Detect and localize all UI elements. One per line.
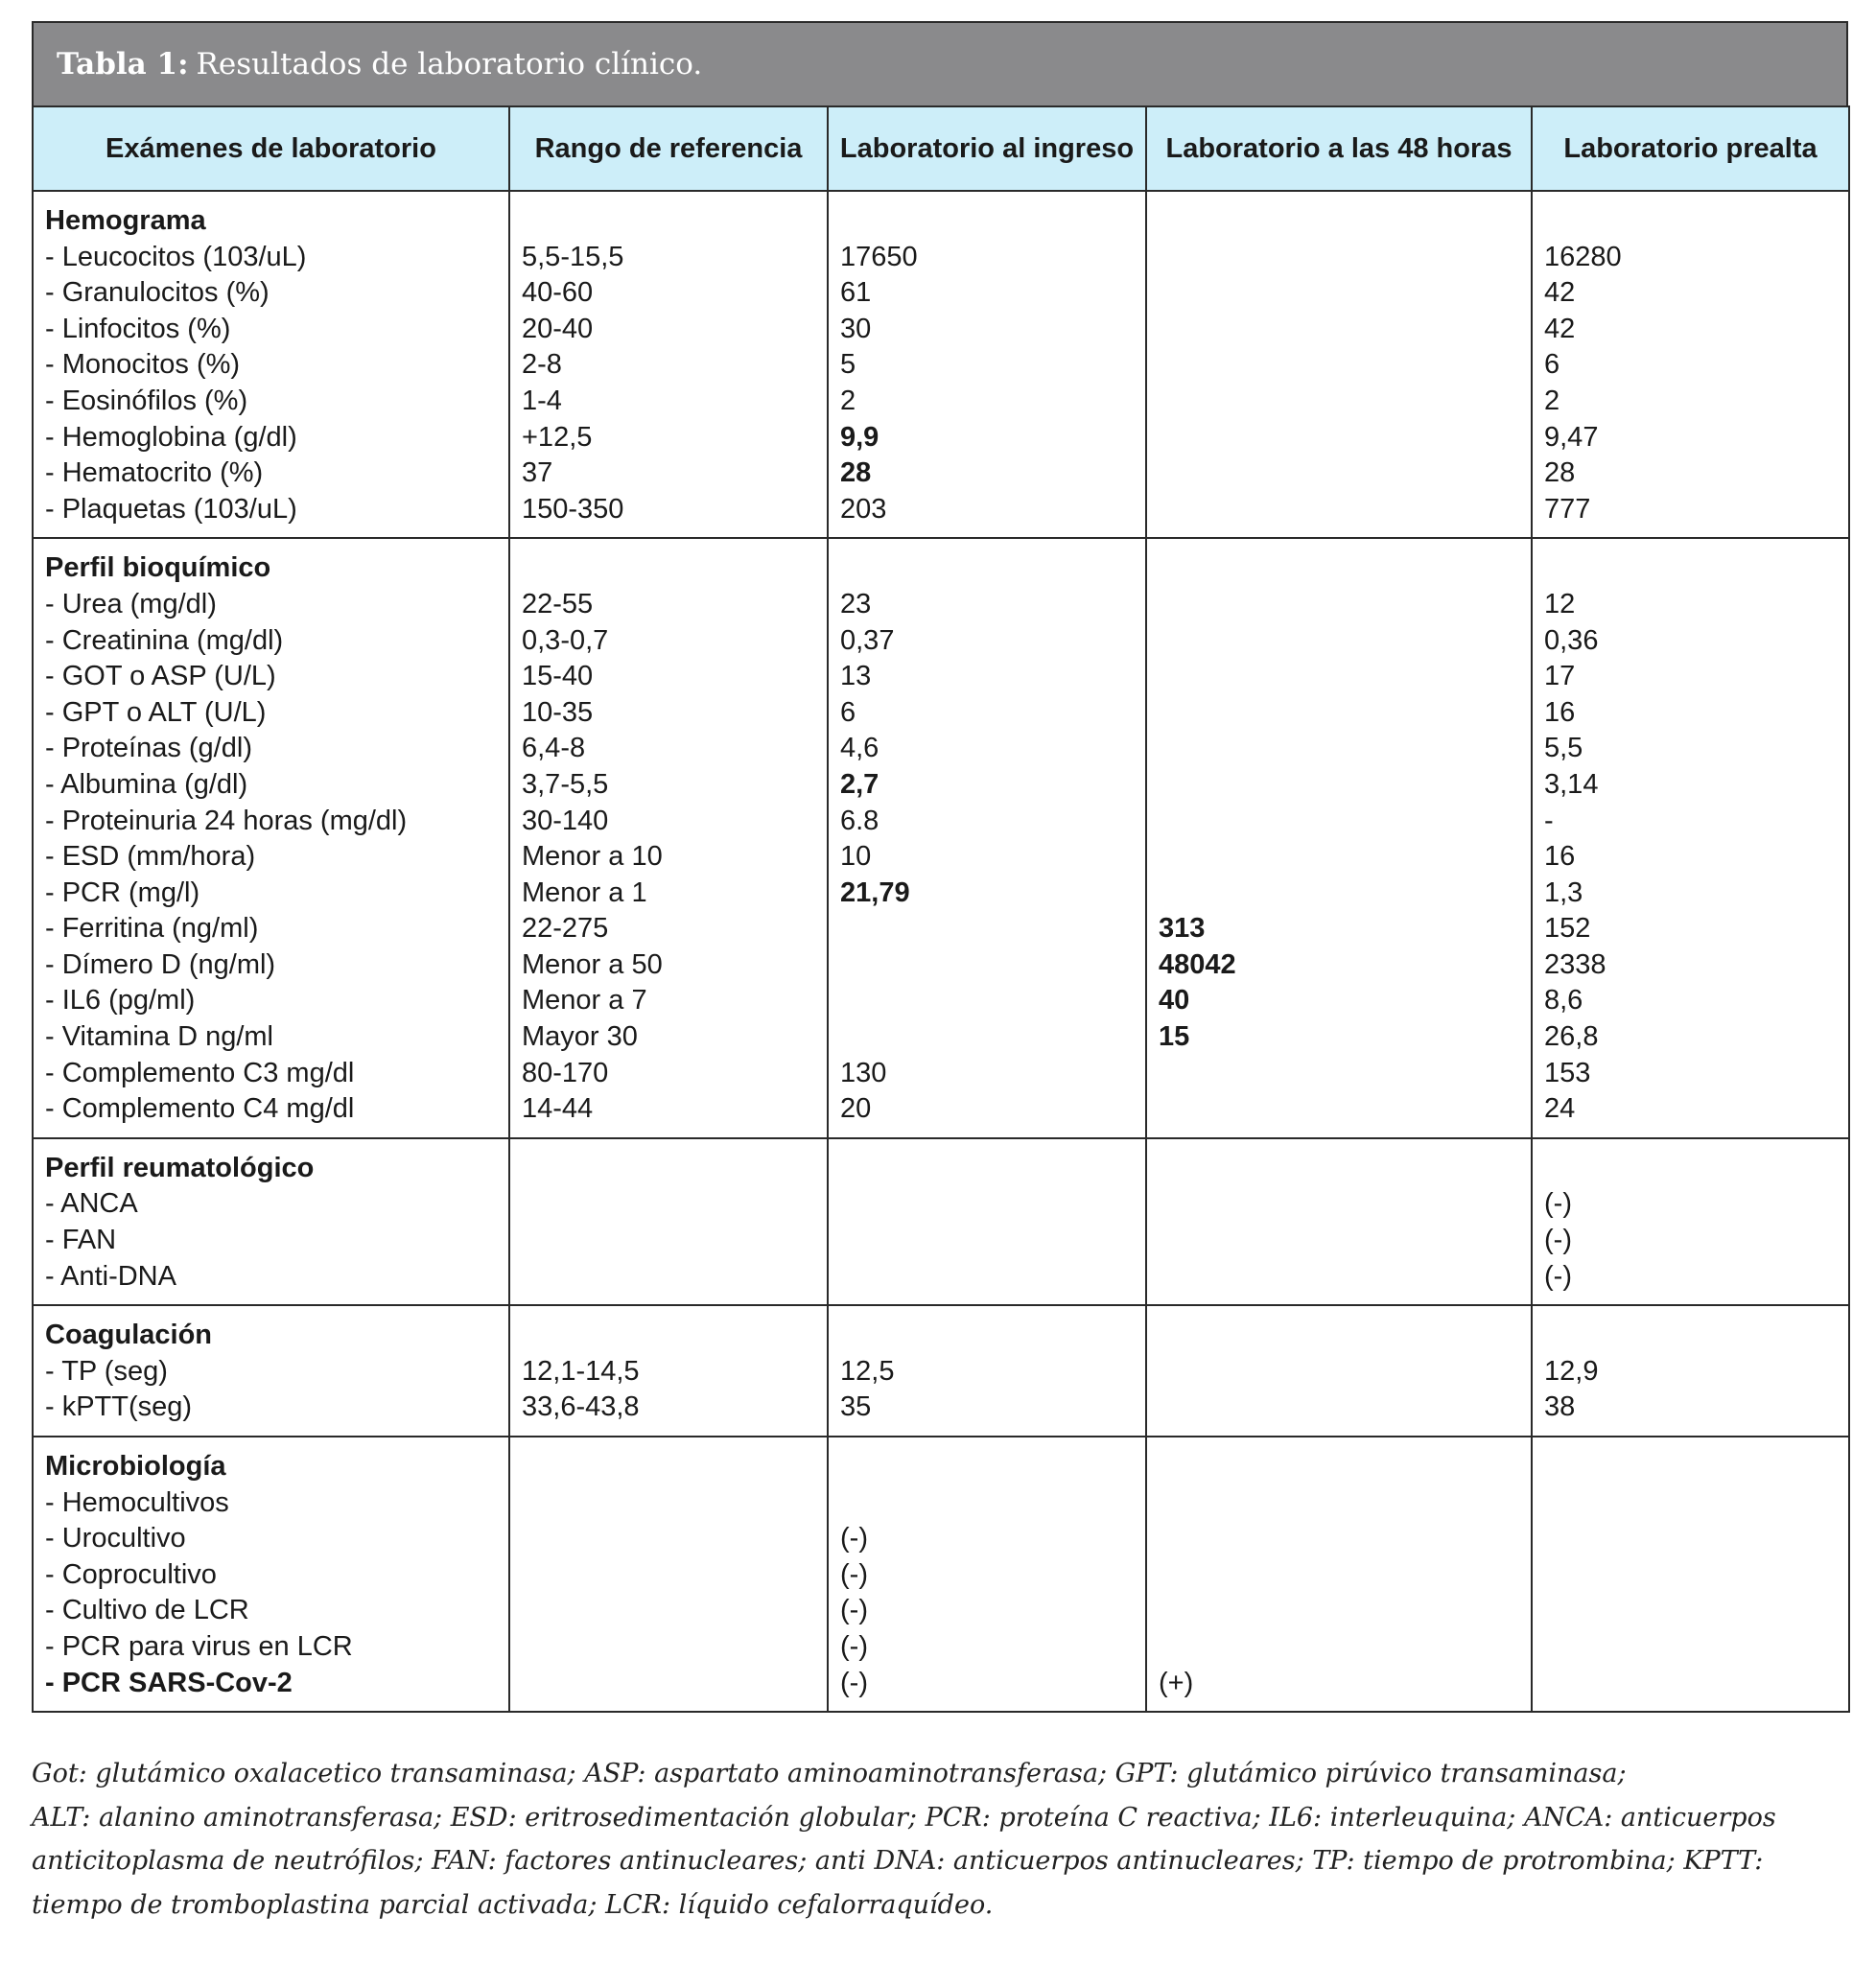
result-value <box>1159 384 1519 420</box>
result-value: 6.8 <box>840 805 879 836</box>
section-row <box>33 1437 1849 1712</box>
result-value <box>1159 1354 1519 1390</box>
result-value <box>1159 695 1519 732</box>
result-value <box>1159 876 1519 912</box>
result-value: 12 <box>1544 588 1576 619</box>
result-value <box>840 1259 1134 1296</box>
result-value <box>1159 767 1519 804</box>
result-value: 8,6 <box>1544 985 1583 1017</box>
cell-pre-discharge <box>1532 191 1849 538</box>
exam-label: - Cultivo de LCR <box>45 1595 249 1626</box>
result-value: 20 <box>840 1093 872 1125</box>
result-value <box>1159 1390 1519 1426</box>
result-value: (-) <box>840 1595 868 1626</box>
table-body <box>33 191 1849 1712</box>
section-row <box>33 538 1849 1138</box>
result-value: 15 <box>1159 1021 1190 1053</box>
spacer <box>840 1318 1134 1354</box>
result-value: 4,6 <box>840 733 879 764</box>
result-value <box>840 1186 1134 1223</box>
result-value: 3,7-5,5 <box>522 768 609 800</box>
result-value: 3,14 <box>1544 768 1599 800</box>
result-value: +12,5 <box>522 421 593 453</box>
result-value: 313 <box>1159 913 1206 945</box>
cell-reference <box>509 1437 828 1712</box>
cell-admission <box>828 1305 1146 1437</box>
cell-48h <box>1146 538 1532 1138</box>
spacer <box>840 1151 1134 1187</box>
result-value: 80-170 <box>522 1057 609 1088</box>
result-value: 10 <box>840 841 872 873</box>
section-heading: Microbiología <box>45 1451 226 1482</box>
cell-reference <box>509 1138 828 1305</box>
spacer <box>1544 1449 1837 1485</box>
result-value: 22-55 <box>522 588 594 619</box>
result-value <box>1159 659 1519 695</box>
exam-label: - ANCA <box>45 1188 138 1220</box>
result-value <box>1159 1521 1519 1557</box>
result-value <box>1159 492 1519 528</box>
result-value: (-) <box>1544 1188 1572 1220</box>
result-value: 9,9 <box>840 421 879 453</box>
cell-pre-discharge <box>1532 1305 1849 1437</box>
cell-admission <box>828 1138 1146 1305</box>
spacer <box>1544 550 1837 587</box>
result-value: 35 <box>840 1391 872 1423</box>
result-value <box>1159 623 1519 660</box>
result-value: 37 <box>522 457 553 489</box>
result-value: Menor a 1 <box>522 876 647 908</box>
exam-label: - Urocultivo <box>45 1523 186 1554</box>
cell-exam <box>33 1437 509 1712</box>
result-value: Menor a 7 <box>522 985 647 1017</box>
cell-admission <box>828 1437 1146 1712</box>
result-value: 6,4-8 <box>522 733 586 764</box>
result-value: 26,8 <box>1544 1021 1599 1053</box>
footnote-line: ALT: alanino aminotransferasa; ESD: eritrosedimentación globular; PCR: proteína C reactiva; IL6: interleuquina; ANCA: anticuerpos <box>32 1802 1776 1833</box>
cell-pre-discharge <box>1532 1138 1849 1305</box>
result-value <box>1159 275 1519 312</box>
spacer <box>840 203 1134 240</box>
result-value: 33,6-43,8 <box>522 1391 640 1423</box>
result-value: Menor a 10 <box>522 841 663 873</box>
result-value: 12,5 <box>840 1355 895 1387</box>
result-value: 42 <box>1544 313 1576 344</box>
result-value: 777 <box>1544 493 1591 525</box>
section-row <box>33 1305 1849 1437</box>
lab-results-table <box>32 105 1850 1713</box>
cell-exam <box>33 191 509 538</box>
result-value <box>522 1186 815 1223</box>
spacer <box>1544 1318 1837 1354</box>
exam-label: - Hemocultivos <box>45 1486 229 1518</box>
cell-reference <box>509 538 828 1138</box>
exam-label: - PCR (mg/l) <box>45 876 200 908</box>
result-value: 61 <box>840 277 872 309</box>
result-value: 30 <box>840 313 872 344</box>
spacer <box>1159 550 1519 587</box>
result-value: 24 <box>1544 1093 1576 1125</box>
result-value <box>1159 420 1519 456</box>
exam-label: - Anti-DNA <box>45 1260 176 1292</box>
result-value <box>1159 839 1519 876</box>
spacer <box>840 1449 1134 1485</box>
exam-label: - PCR SARS-Cov-2 <box>45 1667 293 1698</box>
result-value <box>1159 1593 1519 1629</box>
exam-label: - Ferritina (ng/ml) <box>45 913 259 945</box>
exam-label: - GOT o ASP (U/L) <box>45 661 276 692</box>
result-value <box>1159 1485 1519 1522</box>
exam-label: - Creatinina (mg/dl) <box>45 624 284 656</box>
exam-label: - FAN <box>45 1225 117 1256</box>
exam-label: - Hematocrito (%) <box>45 457 264 489</box>
result-value: 16 <box>1544 696 1576 728</box>
result-value <box>1159 456 1519 492</box>
table-caption-text: Resultados de laboratorio clínico. <box>196 47 703 82</box>
spacer <box>522 550 815 587</box>
result-value <box>1544 1629 1837 1666</box>
exam-label: - Eosinófilos (%) <box>45 385 248 416</box>
result-value <box>1544 1666 1837 1702</box>
result-value: 14-44 <box>522 1093 594 1125</box>
exam-label: - kPTT(seg) <box>45 1391 193 1423</box>
result-value <box>522 1593 815 1629</box>
result-value <box>1544 1593 1837 1629</box>
result-value <box>522 1666 815 1702</box>
result-value: 1-4 <box>522 385 562 416</box>
section-row <box>33 191 1849 538</box>
cell-admission <box>828 191 1146 538</box>
result-value: 20-40 <box>522 313 594 344</box>
result-value: 16280 <box>1544 241 1622 272</box>
result-value: 5,5-15,5 <box>522 241 624 272</box>
header-48-hours: Laboratorio a las 48 horas <box>1146 106 1532 191</box>
exam-label: - Plaquetas (103/uL) <box>45 493 297 525</box>
exam-label: - Leucocitos (103/uL) <box>45 241 307 272</box>
result-value <box>1159 1223 1519 1259</box>
result-value: - <box>1544 805 1554 836</box>
exam-label: - GPT o ALT (U/L) <box>45 696 267 728</box>
result-value <box>522 1485 815 1522</box>
cell-admission <box>828 538 1146 1138</box>
header-exams: Exámenes de laboratorio <box>33 106 509 191</box>
result-value <box>1159 1186 1519 1223</box>
footnote-line: anticitoplasma de neutrófilos; FAN: factores antinucleares; anti DNA: anticuerpos antinucleares; TP: tiempo de protrombina; KPTT: <box>32 1846 1764 1876</box>
result-value: 153 <box>1544 1057 1591 1088</box>
exam-label: - Dímero D (ng/ml) <box>45 948 276 980</box>
result-value: 0,3-0,7 <box>522 624 609 656</box>
result-value <box>840 1019 1134 1056</box>
cell-reference <box>509 191 828 538</box>
exam-label: - PCR para virus en LCR <box>45 1630 353 1662</box>
result-value <box>840 1485 1134 1522</box>
header-reference-range: Rango de referencia <box>509 106 828 191</box>
result-value <box>522 1521 815 1557</box>
exam-label: - Monocitos (%) <box>45 349 241 381</box>
result-value: 6 <box>840 696 856 728</box>
spacer <box>1159 203 1519 240</box>
result-value: 0,37 <box>840 624 895 656</box>
result-value: 15-40 <box>522 661 594 692</box>
result-value <box>1159 587 1519 623</box>
footnote-line: Got: glutámico oxalacetico transaminasa; ASP: aspartato aminoaminotransferasa; GPT: glutámico pirúvico transaminasa; <box>32 1759 1627 1788</box>
result-value: 12,9 <box>1544 1355 1599 1387</box>
cell-pre-discharge <box>1532 538 1849 1138</box>
result-value: 0,36 <box>1544 624 1599 656</box>
spacer <box>522 1318 815 1354</box>
result-value: 16 <box>1544 841 1576 873</box>
result-value: 42 <box>1544 277 1576 309</box>
spacer <box>1544 203 1837 240</box>
table-caption-prefix: Tabla 1: <box>57 47 189 82</box>
section-heading: Perfil bioquímico <box>45 552 271 584</box>
result-value: (-) <box>840 1558 868 1590</box>
result-value: 2 <box>840 385 856 416</box>
result-value: 5,5 <box>1544 733 1583 764</box>
result-value: (+) <box>1159 1667 1194 1698</box>
exam-label: - Coprocultivo <box>45 1558 217 1590</box>
exam-label: - Complemento C4 mg/dl <box>45 1093 355 1125</box>
spacer <box>840 550 1134 587</box>
result-value <box>1159 1056 1519 1092</box>
spacer <box>1159 1318 1519 1354</box>
result-value: 13 <box>840 661 872 692</box>
result-value: 48042 <box>1159 948 1236 980</box>
result-value: 28 <box>1544 457 1576 489</box>
result-value: 17650 <box>840 241 918 272</box>
result-value: 38 <box>1544 1391 1576 1423</box>
cell-48h <box>1146 1305 1532 1437</box>
result-value: 2 <box>1544 385 1560 416</box>
result-value <box>840 1223 1134 1259</box>
header-pre-discharge: Laboratorio prealta <box>1532 106 1849 191</box>
cell-48h <box>1146 1437 1532 1712</box>
result-value <box>522 1259 815 1296</box>
spacer <box>1159 1449 1519 1485</box>
spacer <box>1159 1151 1519 1187</box>
footnote-line: tiempo de tromboplastina parcial activada; LCR: líquido cefalorraquídeo. <box>32 1889 994 1920</box>
exam-label: - Proteinuria 24 horas (mg/dl) <box>45 805 408 836</box>
spacer <box>1544 1151 1837 1187</box>
result-value: (-) <box>1544 1260 1572 1292</box>
table-caption <box>32 21 1848 105</box>
result-value: 5 <box>840 349 856 381</box>
table-header-row <box>33 106 1849 191</box>
result-value <box>1159 1091 1519 1128</box>
section-row <box>33 1138 1849 1305</box>
result-value: 6 <box>1544 349 1560 381</box>
result-value <box>522 1629 815 1666</box>
result-value: (-) <box>840 1630 868 1662</box>
section-heading: Perfil reumatológico <box>45 1152 315 1183</box>
exam-label: - IL6 (pg/ml) <box>45 985 196 1017</box>
exam-label: - Granulocitos (%) <box>45 277 270 309</box>
result-value: 2,7 <box>840 768 879 800</box>
result-value <box>840 983 1134 1019</box>
cell-48h <box>1146 1138 1532 1305</box>
cell-exam <box>33 1305 509 1437</box>
result-value: 30-140 <box>522 805 609 836</box>
result-value <box>1159 1629 1519 1666</box>
spacer <box>522 1151 815 1187</box>
table-footnote <box>32 1752 1848 1927</box>
result-value <box>522 1557 815 1594</box>
result-value: 21,79 <box>840 876 910 908</box>
exam-label: - Vitamina D ng/ml <box>45 1021 273 1053</box>
header-admission: Laboratorio al ingreso <box>828 106 1146 191</box>
spacer <box>522 1449 815 1485</box>
result-value: 1,3 <box>1544 876 1583 908</box>
result-value: (-) <box>840 1667 868 1698</box>
result-value <box>1159 804 1519 840</box>
cell-exam <box>33 1138 509 1305</box>
exam-label: - ESD (mm/hora) <box>45 841 256 873</box>
result-value: 12,1-14,5 <box>522 1355 640 1387</box>
exam-label: - Urea (mg/dl) <box>45 588 217 619</box>
spacer <box>522 203 815 240</box>
result-value: Mayor 30 <box>522 1021 638 1053</box>
result-value: 2338 <box>1544 948 1606 980</box>
result-value <box>1159 240 1519 276</box>
lab-results-table-container <box>32 21 1848 1713</box>
result-value: 150-350 <box>522 493 624 525</box>
result-value <box>1159 1259 1519 1296</box>
result-value: 9,47 <box>1544 421 1599 453</box>
result-value <box>1159 1557 1519 1594</box>
section-heading: Coagulación <box>45 1320 213 1351</box>
exam-label: - TP (seg) <box>45 1355 168 1387</box>
result-value: 152 <box>1544 913 1591 945</box>
result-value: 22-275 <box>522 913 609 945</box>
exam-label: - Complemento C3 mg/dl <box>45 1057 355 1088</box>
result-value: 203 <box>840 493 887 525</box>
result-value <box>1159 347 1519 384</box>
result-value <box>840 947 1134 984</box>
result-value: 23 <box>840 588 872 619</box>
result-value <box>1544 1557 1837 1594</box>
result-value <box>840 911 1134 947</box>
result-value: (-) <box>840 1523 868 1554</box>
result-value: 2-8 <box>522 349 562 381</box>
cell-exam <box>33 538 509 1138</box>
cell-reference <box>509 1305 828 1437</box>
cell-pre-discharge <box>1532 1437 1849 1712</box>
result-value <box>1159 731 1519 767</box>
result-value <box>1159 312 1519 348</box>
result-value: 17 <box>1544 661 1576 692</box>
result-value: 40 <box>1159 985 1190 1017</box>
section-heading: Hemograma <box>45 205 206 236</box>
exam-label: - Hemoglobina (g/dl) <box>45 421 297 453</box>
result-value: 40-60 <box>522 277 594 309</box>
result-value: (-) <box>1544 1225 1572 1256</box>
result-value: 130 <box>840 1057 887 1088</box>
result-value <box>522 1223 815 1259</box>
exam-label: - Albumina (g/dl) <box>45 768 248 800</box>
result-value: 28 <box>840 457 872 489</box>
cell-48h <box>1146 191 1532 538</box>
result-value <box>1544 1521 1837 1557</box>
exam-label: - Linfocitos (%) <box>45 313 231 344</box>
result-value <box>1544 1485 1837 1522</box>
exam-label: - Proteínas (g/dl) <box>45 733 252 764</box>
result-value: Menor a 50 <box>522 948 663 980</box>
result-value: 10-35 <box>522 696 594 728</box>
